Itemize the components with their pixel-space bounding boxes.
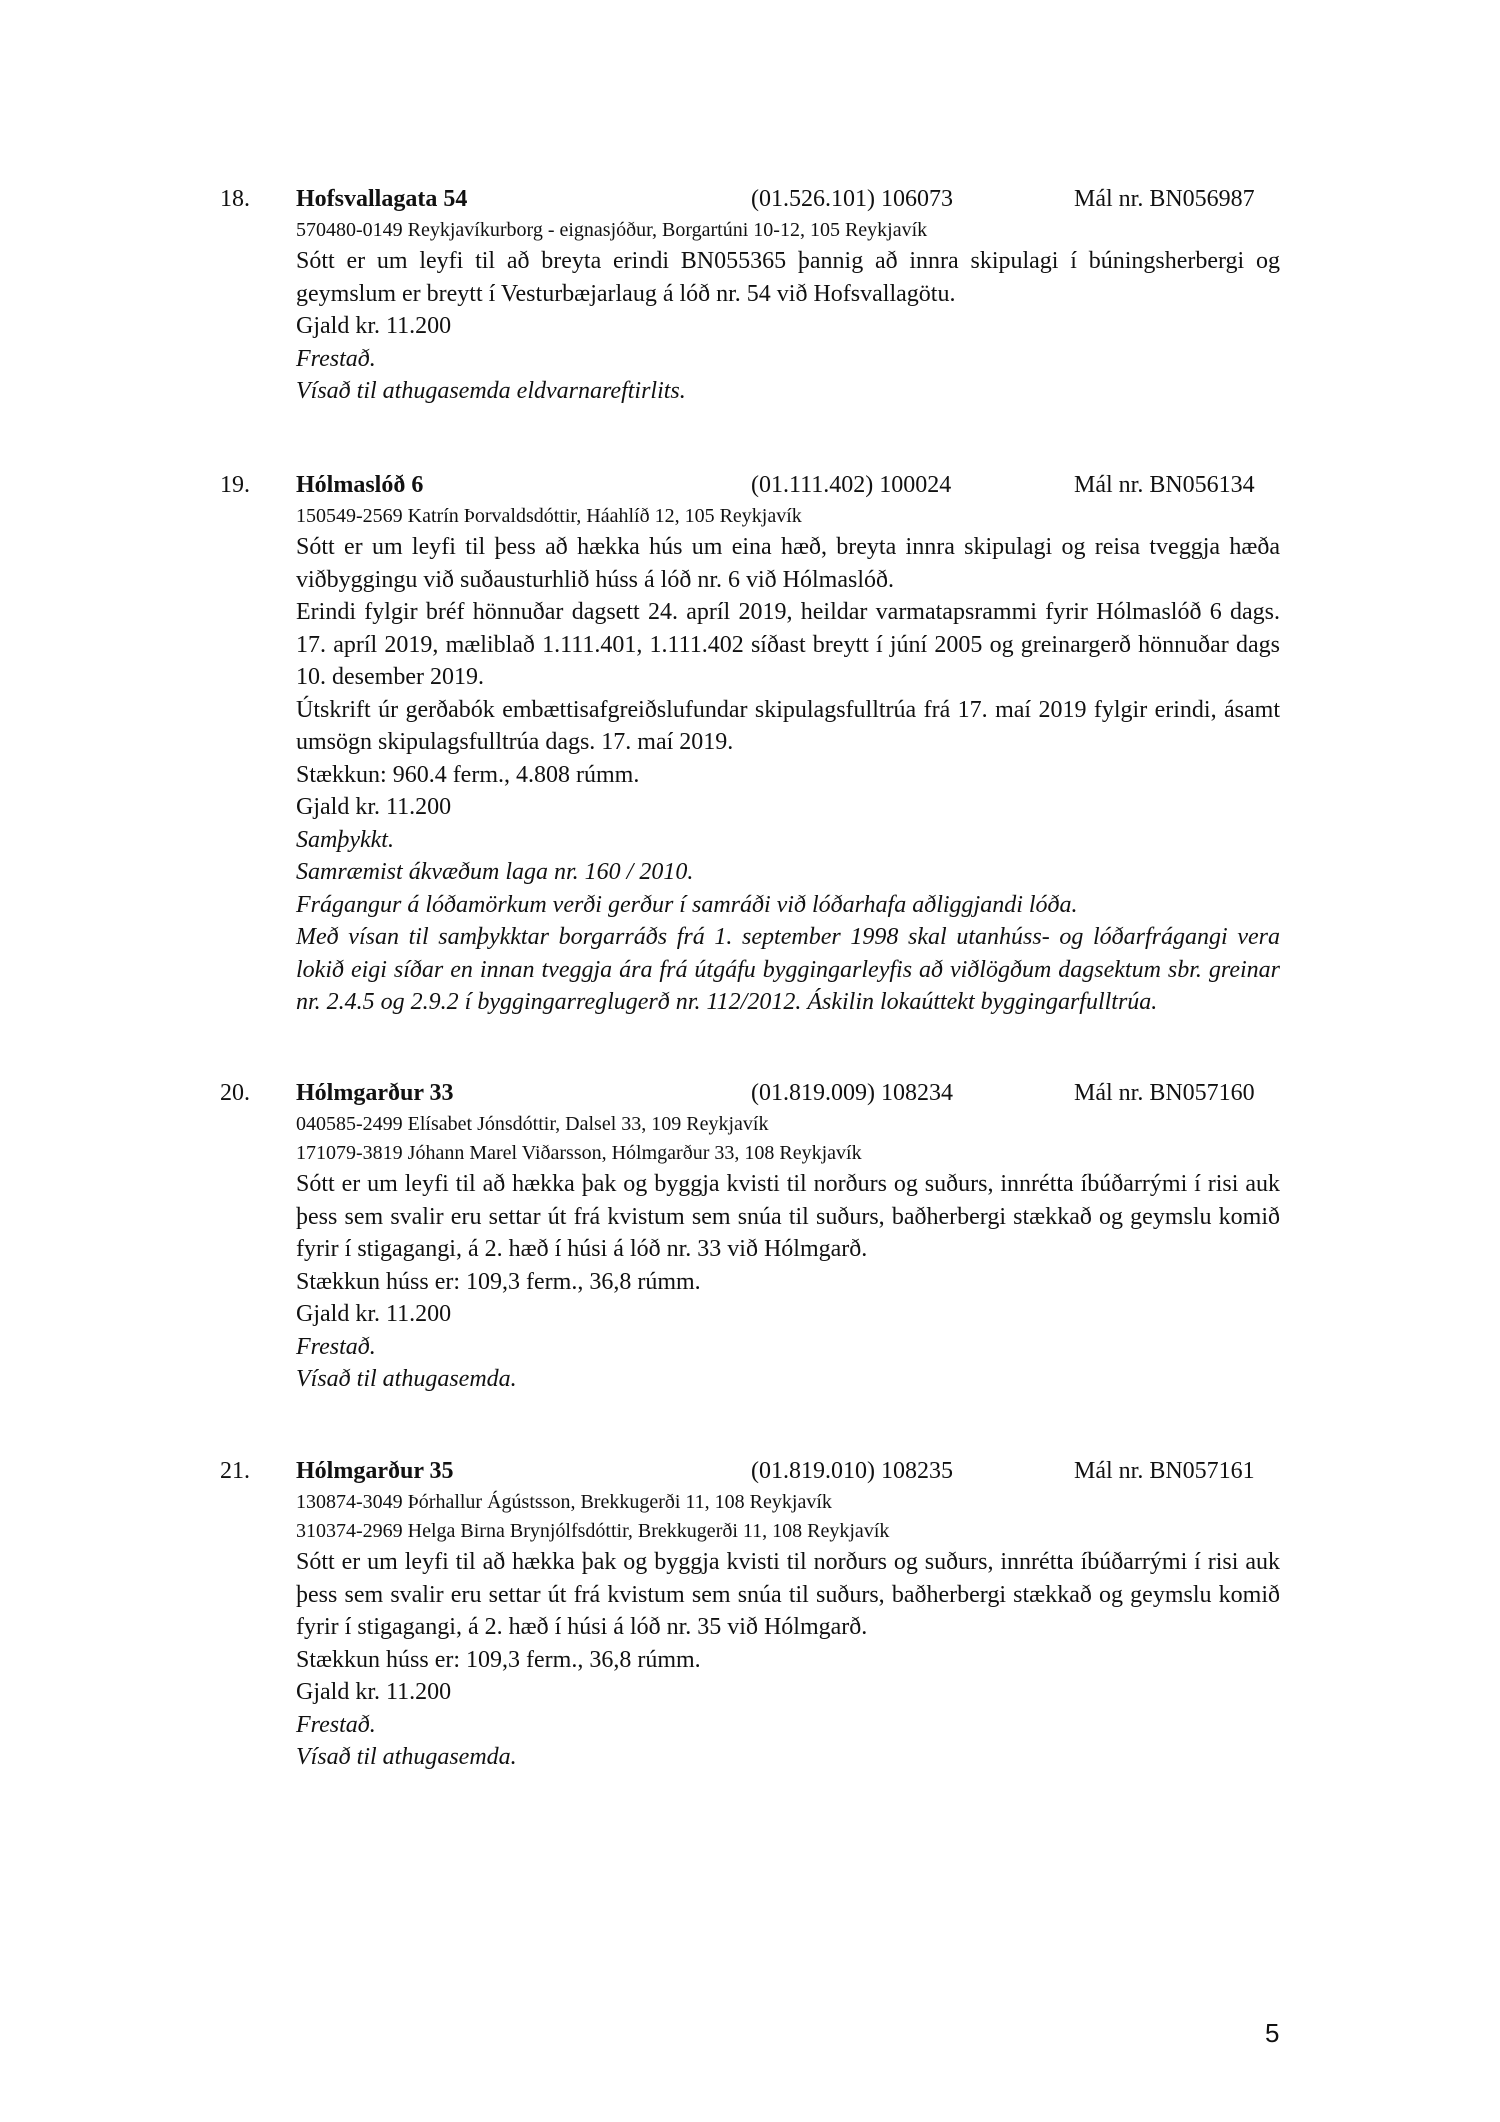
entry-reference: (01.526.101) 106073 bbox=[751, 186, 953, 212]
entry-header bbox=[220, 182, 1280, 216]
decision-note: Vísað til athugasemda. bbox=[296, 1366, 517, 1392]
entry-header bbox=[220, 1076, 1280, 1110]
entry-reference: (01.819.010) 108235 bbox=[751, 1458, 953, 1484]
entry-case-number: Mál nr. BN056987 bbox=[1074, 186, 1255, 212]
decision: Samþykkt. bbox=[296, 826, 394, 853]
fee: Gjald kr. 11.200 bbox=[296, 313, 452, 339]
applicant: 040585-2499 Elísabet Jónsdóttir, Dalsel 33, 109 Reykjavík bbox=[296, 1113, 769, 1135]
entry-case-number: Mál nr. BN056134 bbox=[1074, 472, 1255, 498]
description: Sótt er um leyfi til að hækka þak og byggja kvisti til norðurs og suðurs, innrétta íbúðarrými í risi auk þess sem svalir eru settar út frá kvistum sem snúa til suðurs, baðherbergi stækkað og geymslu komið fyrir í stigagangi, á 2. hæð í húsi á lóð nr. 35 við Hólmgarð. bbox=[296, 1549, 1280, 1640]
case-entry bbox=[220, 1454, 1280, 1774]
description: Erindi fylgir bréf hönnuðar dagsett 24. apríl 2019, heildar varmatapsrammi fyrir Hólmaslóð 6 dags. 17. apríl 2019, mæliblað 1.111.401, 1.111.402 síðast breytt í júní 2005 og greinargerð hönnuðar dags 10. desember 2019. bbox=[296, 599, 1280, 690]
applicant: 171079-3819 Jóhann Marel Viðarsson, Hólmgarður 33, 108 Reykjavík bbox=[296, 1142, 862, 1164]
entry-body bbox=[296, 1110, 1280, 1396]
entry-header bbox=[220, 1454, 1280, 1488]
entry-body bbox=[296, 502, 1280, 1019]
fee: Gjald kr. 11.200 bbox=[296, 1679, 452, 1705]
applicant: 130874-3049 Þórhallur Ágústsson, Brekkugerði 11, 108 Reykjavík bbox=[296, 1491, 832, 1513]
page-number: 5 bbox=[1265, 2018, 1280, 2048]
entry-body bbox=[296, 1488, 1280, 1774]
enlargement: Stækkun húss er: 109,3 ferm., 36,8 rúmm. bbox=[296, 1646, 701, 1673]
decision-note: Vísað til athugasemda eldvarnareftirlits. bbox=[296, 378, 686, 404]
entry-case-number: Mál nr. BN057160 bbox=[1074, 1080, 1255, 1106]
case-entry bbox=[220, 182, 1280, 408]
entry-case-number: Mál nr. BN057161 bbox=[1074, 1458, 1255, 1484]
enlargement: Stækkun: 960.4 ferm., 4.808 rúmm. bbox=[296, 761, 640, 788]
description: Sótt er um leyfi til að hækka þak og byggja kvisti til norðurs og suðurs, innrétta íbúðarrými í risi auk þess sem svalir eru settar út frá kvistum sem snúa til suðurs, baðherbergi stækkað og geymslu komið fyrir í stigagangi, á 2. hæð í húsi á lóð nr. 33 við Hólmgarð. bbox=[296, 1171, 1280, 1262]
decision-note: Frágangur á lóðamörkum verði gerður í samráði við lóðarhafa aðliggjandi lóða. bbox=[296, 891, 1078, 918]
fee: Gjald kr. 11.200 bbox=[296, 1301, 452, 1327]
decision: Frestað. bbox=[296, 1711, 376, 1738]
decision-note: Vísað til athugasemda. bbox=[296, 1744, 517, 1770]
description: Útskrift úr gerðabók embættisafgreiðslufundar skipulagsfulltrúa frá 17. maí 2019 fylgir erindi, ásamt umsögn skipulagsfulltrúa dags. 17. maí 2019. bbox=[296, 696, 1280, 755]
decision: Frestað. bbox=[296, 1333, 376, 1360]
applicant: 570480-0149 Reykjavíkurborg - eignasjóður, Borgartúni 10-12, 105 Reykjavík bbox=[296, 219, 928, 241]
entry-address: Hofsvallagata 54 bbox=[296, 186, 468, 212]
case-entry bbox=[220, 1076, 1280, 1396]
entry-reference: (01.819.009) 108234 bbox=[751, 1080, 953, 1106]
enlargement: Stækkun húss er: 109,3 ferm., 36,8 rúmm. bbox=[296, 1268, 701, 1295]
applicant: 310374-2969 Helga Birna Brynjólfsdóttir, Brekkugerði 11, 108 Reykjavík bbox=[296, 1520, 890, 1542]
decision-note: Með vísan til samþykktar borgarráðs frá 1. september 1998 skal utanhúss- og lóðarfrágangi vera lokið eigi síðar en innan tveggja ára frá útgáfu byggingarleyfis að viðlögðum dagsektum sbr. greinar nr. 2.4.5 og 2.9.2 í byggingarreglugerð nr. 112/2012. Áskilin lokaúttekt byggingarfulltrúa. bbox=[296, 924, 1280, 1015]
decision-note: Samræmist ákvæðum laga nr. 160 / 2010. bbox=[296, 859, 694, 885]
description: Sótt er um leyfi til þess að hækka hús um eina hæð, breyta innra skipulagi og reisa tveggja hæða viðbyggingu við suðausturhlið húss á lóð nr. 6 við Hólmaslóð. bbox=[296, 534, 1280, 593]
entry-address: Hólmgarður 33 bbox=[296, 1080, 454, 1106]
entry-reference: (01.111.402) 100024 bbox=[751, 472, 952, 498]
decision: Frestað. bbox=[296, 345, 376, 372]
entry-number: 20. bbox=[220, 1080, 250, 1106]
entry-number: 19. bbox=[220, 472, 250, 498]
case-entry bbox=[220, 468, 1280, 1019]
entry-number: 21. bbox=[220, 1458, 250, 1484]
applicant: 150549-2569 Katrín Þorvaldsdóttir, Háahlíð 12, 105 Reykjavík bbox=[296, 505, 802, 527]
entry-address: Hólmaslóð 6 bbox=[296, 472, 424, 498]
entry-address: Hólmgarður 35 bbox=[296, 1458, 454, 1484]
description: Sótt er um leyfi til að breyta erindi BN055365 þannig að innra skipulagi í búningsherbergi og geymslum er breytt í Vesturbæjarlaug á lóð nr. 54 við Hofsvallagötu. bbox=[296, 248, 1280, 307]
entry-body bbox=[296, 216, 1280, 408]
entry-header bbox=[220, 468, 1280, 502]
fee: Gjald kr. 11.200 bbox=[296, 794, 452, 820]
entry-number: 18. bbox=[220, 186, 250, 212]
